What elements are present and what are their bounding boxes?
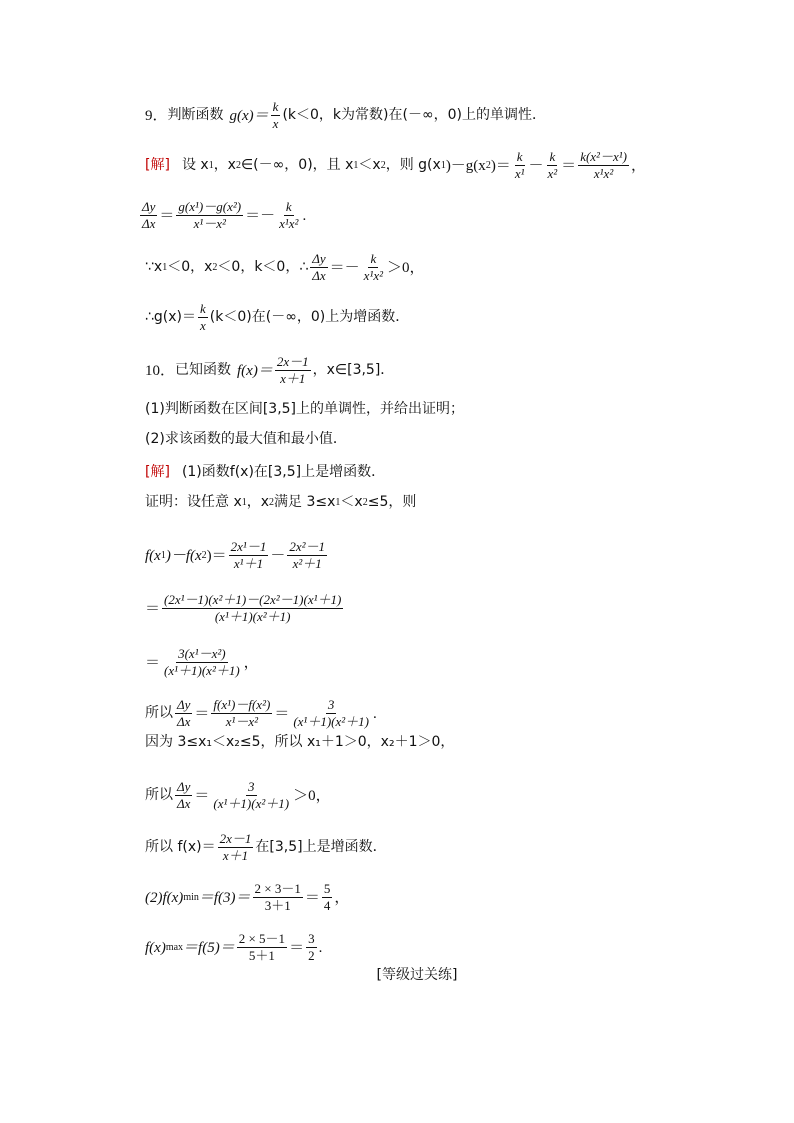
- denominator: 2: [308, 948, 315, 964]
- denominator: x²: [547, 166, 558, 182]
- text: ∈(－∞，0)，且 x: [240, 157, 354, 174]
- denominator: x¹x²: [363, 268, 384, 284]
- numerator: k: [284, 200, 294, 216]
- denominator: x: [272, 116, 279, 132]
- fraction: [362, 252, 385, 284]
- text: ＜0，k＜0，∴: [217, 259, 309, 276]
- denominator: 5＋1: [248, 948, 275, 964]
- fraction: [513, 150, 527, 182]
- text: .: [318, 939, 323, 956]
- section-heading: [等级过关练]: [376, 967, 458, 983]
- denominator: x¹－x²: [225, 714, 259, 730]
- text: 满足 3≤x: [274, 494, 336, 510]
- fraction-k-over-x: [271, 100, 281, 132]
- text: ，: [630, 157, 646, 174]
- text: ∴g(x)＝: [145, 309, 197, 326]
- equation-1: f(x 1 )－f(x 2 )＝ $\frac{\text{2x¹－1}}{\text{x¹＋1}}$ － $\frac{\text{2x²－1}}{\text{x²＋1}}$: [145, 539, 326, 572]
- numerator: 3: [326, 698, 337, 714]
- text: )－g(x: [445, 157, 486, 174]
- solution-tag: [解]: [145, 464, 170, 480]
- numerator: k: [198, 302, 208, 318]
- operator: ＝: [145, 654, 161, 671]
- numerator: 5: [322, 882, 333, 898]
- operator: ＝: [561, 157, 577, 174]
- problem-number: 10．: [145, 362, 176, 379]
- text: ∵x: [145, 259, 163, 276]
- text: .: [372, 705, 377, 722]
- operator: ＝: [289, 939, 305, 956]
- text: ＞0，: [387, 259, 425, 276]
- text: (2)f(x): [145, 889, 184, 906]
- fraction: [175, 780, 192, 812]
- text: ＝f(5)＝: [183, 939, 235, 956]
- fraction: [287, 540, 327, 572]
- numerator: (2x¹－1)(x²＋1)－(2x²－1)(x¹＋1): [162, 593, 343, 609]
- reason-line: 因为 3≤x₁＜x₂≤5，所以 x₁＋1＞0，x₂＋1＞0，: [145, 734, 455, 750]
- text: ，x: [246, 494, 270, 510]
- numerator: 3: [306, 932, 317, 948]
- equation-2: [145, 593, 714, 625]
- fraction: [211, 780, 291, 812]
- numerator: 2x¹－1: [229, 540, 269, 556]
- text: ≤5，则: [367, 494, 417, 510]
- numerator: 3(x¹－x²): [176, 647, 228, 663]
- text: 判断函数: [167, 107, 224, 124]
- text: 在[3,5]上是增函数．: [255, 839, 387, 856]
- operator: ＝－: [329, 259, 360, 276]
- denominator: Δx: [177, 714, 191, 730]
- text: ＝f(3)＝: [198, 889, 251, 906]
- operator: ＝: [145, 600, 161, 617]
- fraction: [277, 200, 300, 232]
- function-name: f(x)＝: [237, 362, 273, 379]
- text: 已知函数: [175, 362, 232, 379]
- fraction: [162, 647, 242, 679]
- solution-10-line-1: [145, 465, 714, 480]
- solution-9-line-1: [解] 设 x 1 ，x 2 ∈(－∞，0)，且 x 1 ＜x 2 ，则 g(x 1 )－g(x 2 )＝ $\frac{k}{\text{x¹}}$ － $\frac{k}{\text{x²}}$ ＝ $\frac{\text{k(x²－x¹)}}{\text{x¹x²}}$ ，: [145, 149, 646, 182]
- text: ＜x: [340, 494, 363, 510]
- numerator: k: [368, 252, 378, 268]
- numerator: k: [515, 150, 525, 166]
- solution-9-line-2: [138, 200, 714, 232]
- denominator: Δx: [312, 268, 326, 284]
- numerator: k: [547, 150, 557, 166]
- operator: )＝: [206, 547, 227, 564]
- operator: －: [270, 547, 286, 564]
- numerator: 3: [246, 780, 257, 796]
- numerator: Δy: [175, 698, 192, 714]
- text: 证明：设任意 x: [145, 494, 242, 510]
- equation-4: [145, 698, 714, 730]
- text: 所以: [145, 787, 173, 804]
- fraction: [546, 150, 560, 182]
- numerator: k(x²－x¹): [578, 150, 629, 166]
- denominator: (x¹＋1)(x²＋1): [213, 796, 290, 812]
- text: ，x: [213, 157, 236, 174]
- text: (1)函数f(x)在[3,5]上是增函数．: [181, 464, 386, 480]
- equation-7: [145, 832, 714, 864]
- numerator: Δy: [310, 252, 327, 268]
- numerator: Δy: [140, 200, 157, 216]
- fraction: [291, 698, 371, 730]
- text: .: [302, 207, 307, 224]
- text: ＜x: [358, 157, 381, 174]
- text: ，则 g(x: [385, 157, 441, 174]
- fraction: [322, 882, 333, 914]
- text: )＝: [490, 157, 511, 174]
- denominator: x: [200, 318, 206, 334]
- text: 所以: [145, 705, 173, 722]
- numerator: 2 × 5－1: [237, 932, 287, 948]
- fraction: [198, 302, 208, 334]
- operator: ＝－: [245, 207, 276, 224]
- fraction: [275, 355, 311, 387]
- denominator: x¹＋1: [233, 556, 264, 572]
- fraction: [306, 932, 317, 964]
- fraction: [162, 593, 343, 625]
- numerator: 2x－1: [218, 832, 254, 848]
- text: ＜0，x: [167, 259, 213, 276]
- denominator: Δx: [142, 216, 156, 232]
- denominator: x¹x²: [593, 166, 614, 182]
- operator: －: [528, 157, 544, 174]
- denominator: x²＋1: [292, 556, 322, 572]
- fraction: [176, 200, 243, 232]
- function-name: g(x)＝: [229, 107, 269, 124]
- numerator: k: [271, 100, 281, 116]
- text: ＞0，: [293, 787, 331, 804]
- problem-number: 9．: [145, 107, 168, 124]
- fraction: [175, 698, 192, 730]
- operator: ＝: [194, 787, 210, 804]
- max-value-line: f(x) max ＝f(5)＝ $\frac{2 \times 5-1}{5+1}$ ＝ $\frac{3}{2}$ .: [145, 931, 323, 964]
- denominator: x＋1: [222, 848, 249, 864]
- equation-6: [145, 780, 714, 812]
- numerator: 2 × 3－1: [253, 882, 303, 898]
- fraction: [140, 200, 157, 232]
- fraction: [218, 832, 254, 864]
- denominator: x＋1: [280, 371, 306, 387]
- text: (k＜0)在(－∞，0)上为增函数．: [209, 309, 410, 326]
- text: 设 x: [181, 157, 209, 174]
- solution-9-line-4: [145, 302, 714, 334]
- equation-3: [145, 647, 714, 679]
- denominator: 3＋1: [264, 898, 291, 914]
- fraction: [253, 882, 303, 914]
- operator: ＝: [194, 705, 210, 722]
- operator: ＝: [274, 705, 290, 722]
- fraction: [237, 932, 287, 964]
- solution-9-line-3: ∵x 1 ＜0，x 2 ＜0，k＜0，∴ $\frac{\Delta y}{\Delta x}$ ＝－ $\frac{k}{\text{x¹x²}}$ ＞0，: [145, 251, 425, 284]
- solution-tag: [解]: [145, 157, 170, 174]
- text: )－f(x: [165, 547, 202, 564]
- text: 所以 f(x)＝: [145, 839, 216, 856]
- text: ，: [334, 889, 350, 906]
- text: (k＜0，k为常数)在(－∞，0)上的单调性．: [282, 107, 546, 124]
- problem-10-part-2: (2)求该函数的最大值和最小值．: [145, 431, 347, 447]
- numerator: 2x²－1: [287, 540, 327, 556]
- fraction: [578, 150, 629, 182]
- denominator: x¹: [514, 166, 525, 182]
- problem-10: [145, 355, 714, 387]
- denominator: (x¹＋1)(x²＋1): [293, 714, 369, 730]
- text: f(x: [145, 547, 161, 564]
- denominator: x¹x²: [279, 216, 299, 232]
- denominator: x¹－x²: [193, 216, 226, 232]
- fraction: [211, 698, 272, 730]
- numerator: Δy: [175, 780, 192, 796]
- operator: ＝: [159, 207, 175, 224]
- problem-10-part-1: (1)判断函数在区间[3,5]上的单调性，并给出证明；: [145, 401, 465, 417]
- numerator: f(x¹)－f(x²): [211, 698, 272, 714]
- denominator: (x¹＋1)(x²＋1): [214, 609, 291, 625]
- denominator: Δx: [177, 796, 191, 812]
- text: ，: [243, 654, 259, 671]
- numerator: g(x¹)－g(x²): [176, 200, 243, 216]
- fraction: [310, 252, 327, 284]
- denominator: (x¹＋1)(x²＋1): [164, 663, 240, 679]
- proof-intro: 证明：设任意 x 1 ，x 2 满足 3≤x 1 ＜x 2 ≤5，则: [145, 494, 417, 510]
- numerator: 2x－1: [275, 355, 311, 371]
- min-value-line: (2)f(x) min ＝f(3)＝ $\frac{2 \times 3-1}{3+1}$ ＝ $\frac{5}{4}$ ，: [145, 881, 350, 914]
- operator: ＝: [304, 889, 320, 906]
- text: f(x): [145, 939, 166, 956]
- text: ，x∈[3,5]．: [312, 362, 395, 379]
- denominator: 4: [323, 898, 331, 914]
- fraction: [229, 540, 269, 572]
- problem-9: [145, 100, 714, 132]
